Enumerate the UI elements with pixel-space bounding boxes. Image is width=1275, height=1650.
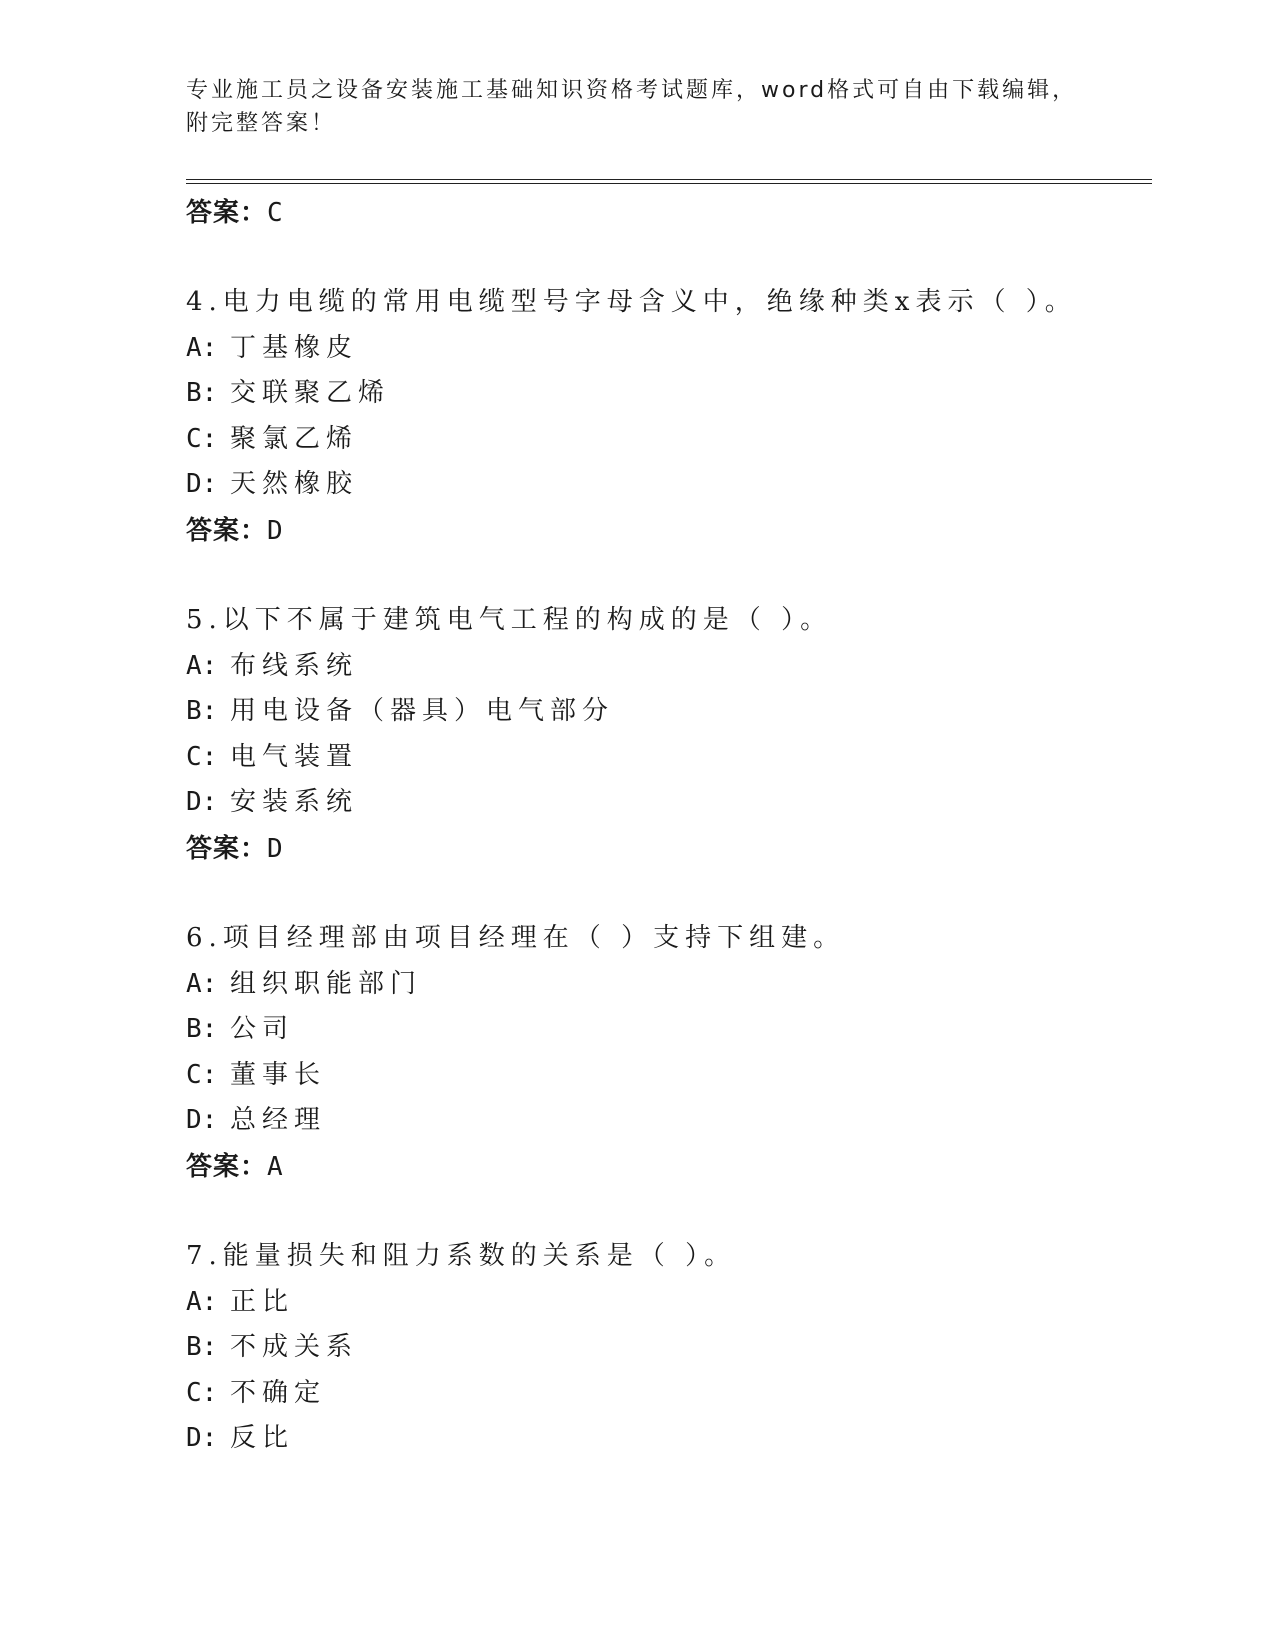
- option-d: [186, 462, 1152, 508]
- option-b: [186, 1007, 1152, 1053]
- option-text: 电气装置: [230, 741, 359, 772]
- option-key: C:: [186, 423, 218, 454]
- answer-label: 答案：: [186, 1151, 268, 1182]
- option-d: [186, 1098, 1152, 1144]
- option-a: [186, 644, 1152, 690]
- header-rule-bottom: [186, 183, 1152, 184]
- answer-value: D: [267, 515, 284, 546]
- option-key: A:: [186, 650, 218, 681]
- document-header: [186, 74, 1086, 140]
- option-text: 不成关系: [230, 1332, 359, 1363]
- option-key: C:: [186, 741, 218, 772]
- option-key: A:: [186, 332, 218, 363]
- question-text: 7.能量损失和阻力系数的关系是（ ）。: [186, 1240, 737, 1271]
- header-line-2: 附完整答案！: [186, 111, 337, 136]
- answer-label: 答案：: [186, 833, 268, 864]
- option-key: B:: [186, 1014, 218, 1045]
- option-b: [186, 371, 1152, 417]
- question-text: 5.以下不属于建筑电气工程的构成的是（ ）。: [186, 604, 833, 635]
- option-text: 交联聚乙烯: [230, 378, 391, 409]
- option-key: D:: [186, 1105, 218, 1136]
- option-c: [186, 417, 1152, 463]
- option-a: [186, 962, 1152, 1008]
- question-text: 4.电力电缆的常用电缆型号字母含义中，绝缘种类x表示（ ）。: [186, 287, 1077, 317]
- option-text: 总经理: [230, 1105, 327, 1136]
- option-key: D:: [186, 1423, 218, 1454]
- option-c: [186, 1371, 1152, 1417]
- option-key: B:: [186, 1332, 218, 1363]
- answer-value: C: [267, 198, 284, 228]
- option-a: [186, 326, 1152, 372]
- header-rule-top: [186, 179, 1152, 180]
- option-key: B:: [186, 696, 218, 727]
- answer-label: 答案：: [186, 198, 268, 228]
- option-text: 不确定: [230, 1377, 327, 1408]
- option-text: 聚氯乙烯: [230, 423, 359, 454]
- option-key: D:: [186, 787, 218, 818]
- option-text: 正比: [230, 1286, 295, 1317]
- option-key: C:: [186, 1059, 218, 1090]
- option-a: [186, 1280, 1152, 1326]
- option-text: 组织职能部门: [230, 968, 423, 999]
- option-key: A:: [186, 968, 218, 999]
- option-text: 公司: [230, 1014, 295, 1045]
- answer-line: [186, 826, 1152, 872]
- answer-line: [186, 1144, 1152, 1190]
- spacer: [186, 554, 1152, 598]
- option-b: [186, 1325, 1152, 1371]
- option-text: 布线系统: [230, 650, 359, 681]
- answer-line: [186, 508, 1152, 554]
- option-b: [186, 689, 1152, 735]
- option-key: C:: [186, 1377, 218, 1408]
- option-text: 反比: [230, 1423, 295, 1454]
- spacer: [186, 236, 1152, 280]
- answer-label: 答案：: [186, 515, 268, 546]
- answer-value: D: [267, 833, 284, 864]
- spacer: [186, 872, 1152, 916]
- option-text: 丁基橡皮: [230, 332, 359, 363]
- option-key: D:: [186, 469, 218, 500]
- option-text: 天然橡胶: [230, 469, 359, 500]
- answer-line: [186, 190, 1152, 236]
- option-d: [186, 780, 1152, 826]
- option-text: 用电设备（器具）电气部分: [230, 696, 615, 727]
- spacer: [186, 1190, 1152, 1234]
- option-text: 董事长: [230, 1059, 327, 1090]
- answer-value: A: [267, 1151, 284, 1182]
- option-c: [186, 1053, 1152, 1099]
- header-line-1: 专业施工员之设备安装施工基础知识资格考试题库，word格式可自由下载编辑，: [186, 78, 1078, 103]
- option-key: B:: [186, 378, 218, 409]
- option-c: [186, 735, 1152, 781]
- option-d: [186, 1416, 1152, 1462]
- option-text: 安装系统: [230, 787, 359, 818]
- option-key: A:: [186, 1286, 218, 1317]
- question-text: 6.项目经理部由项目经理在（ ）支持下组建。: [186, 922, 846, 953]
- question-list: [186, 190, 1152, 1462]
